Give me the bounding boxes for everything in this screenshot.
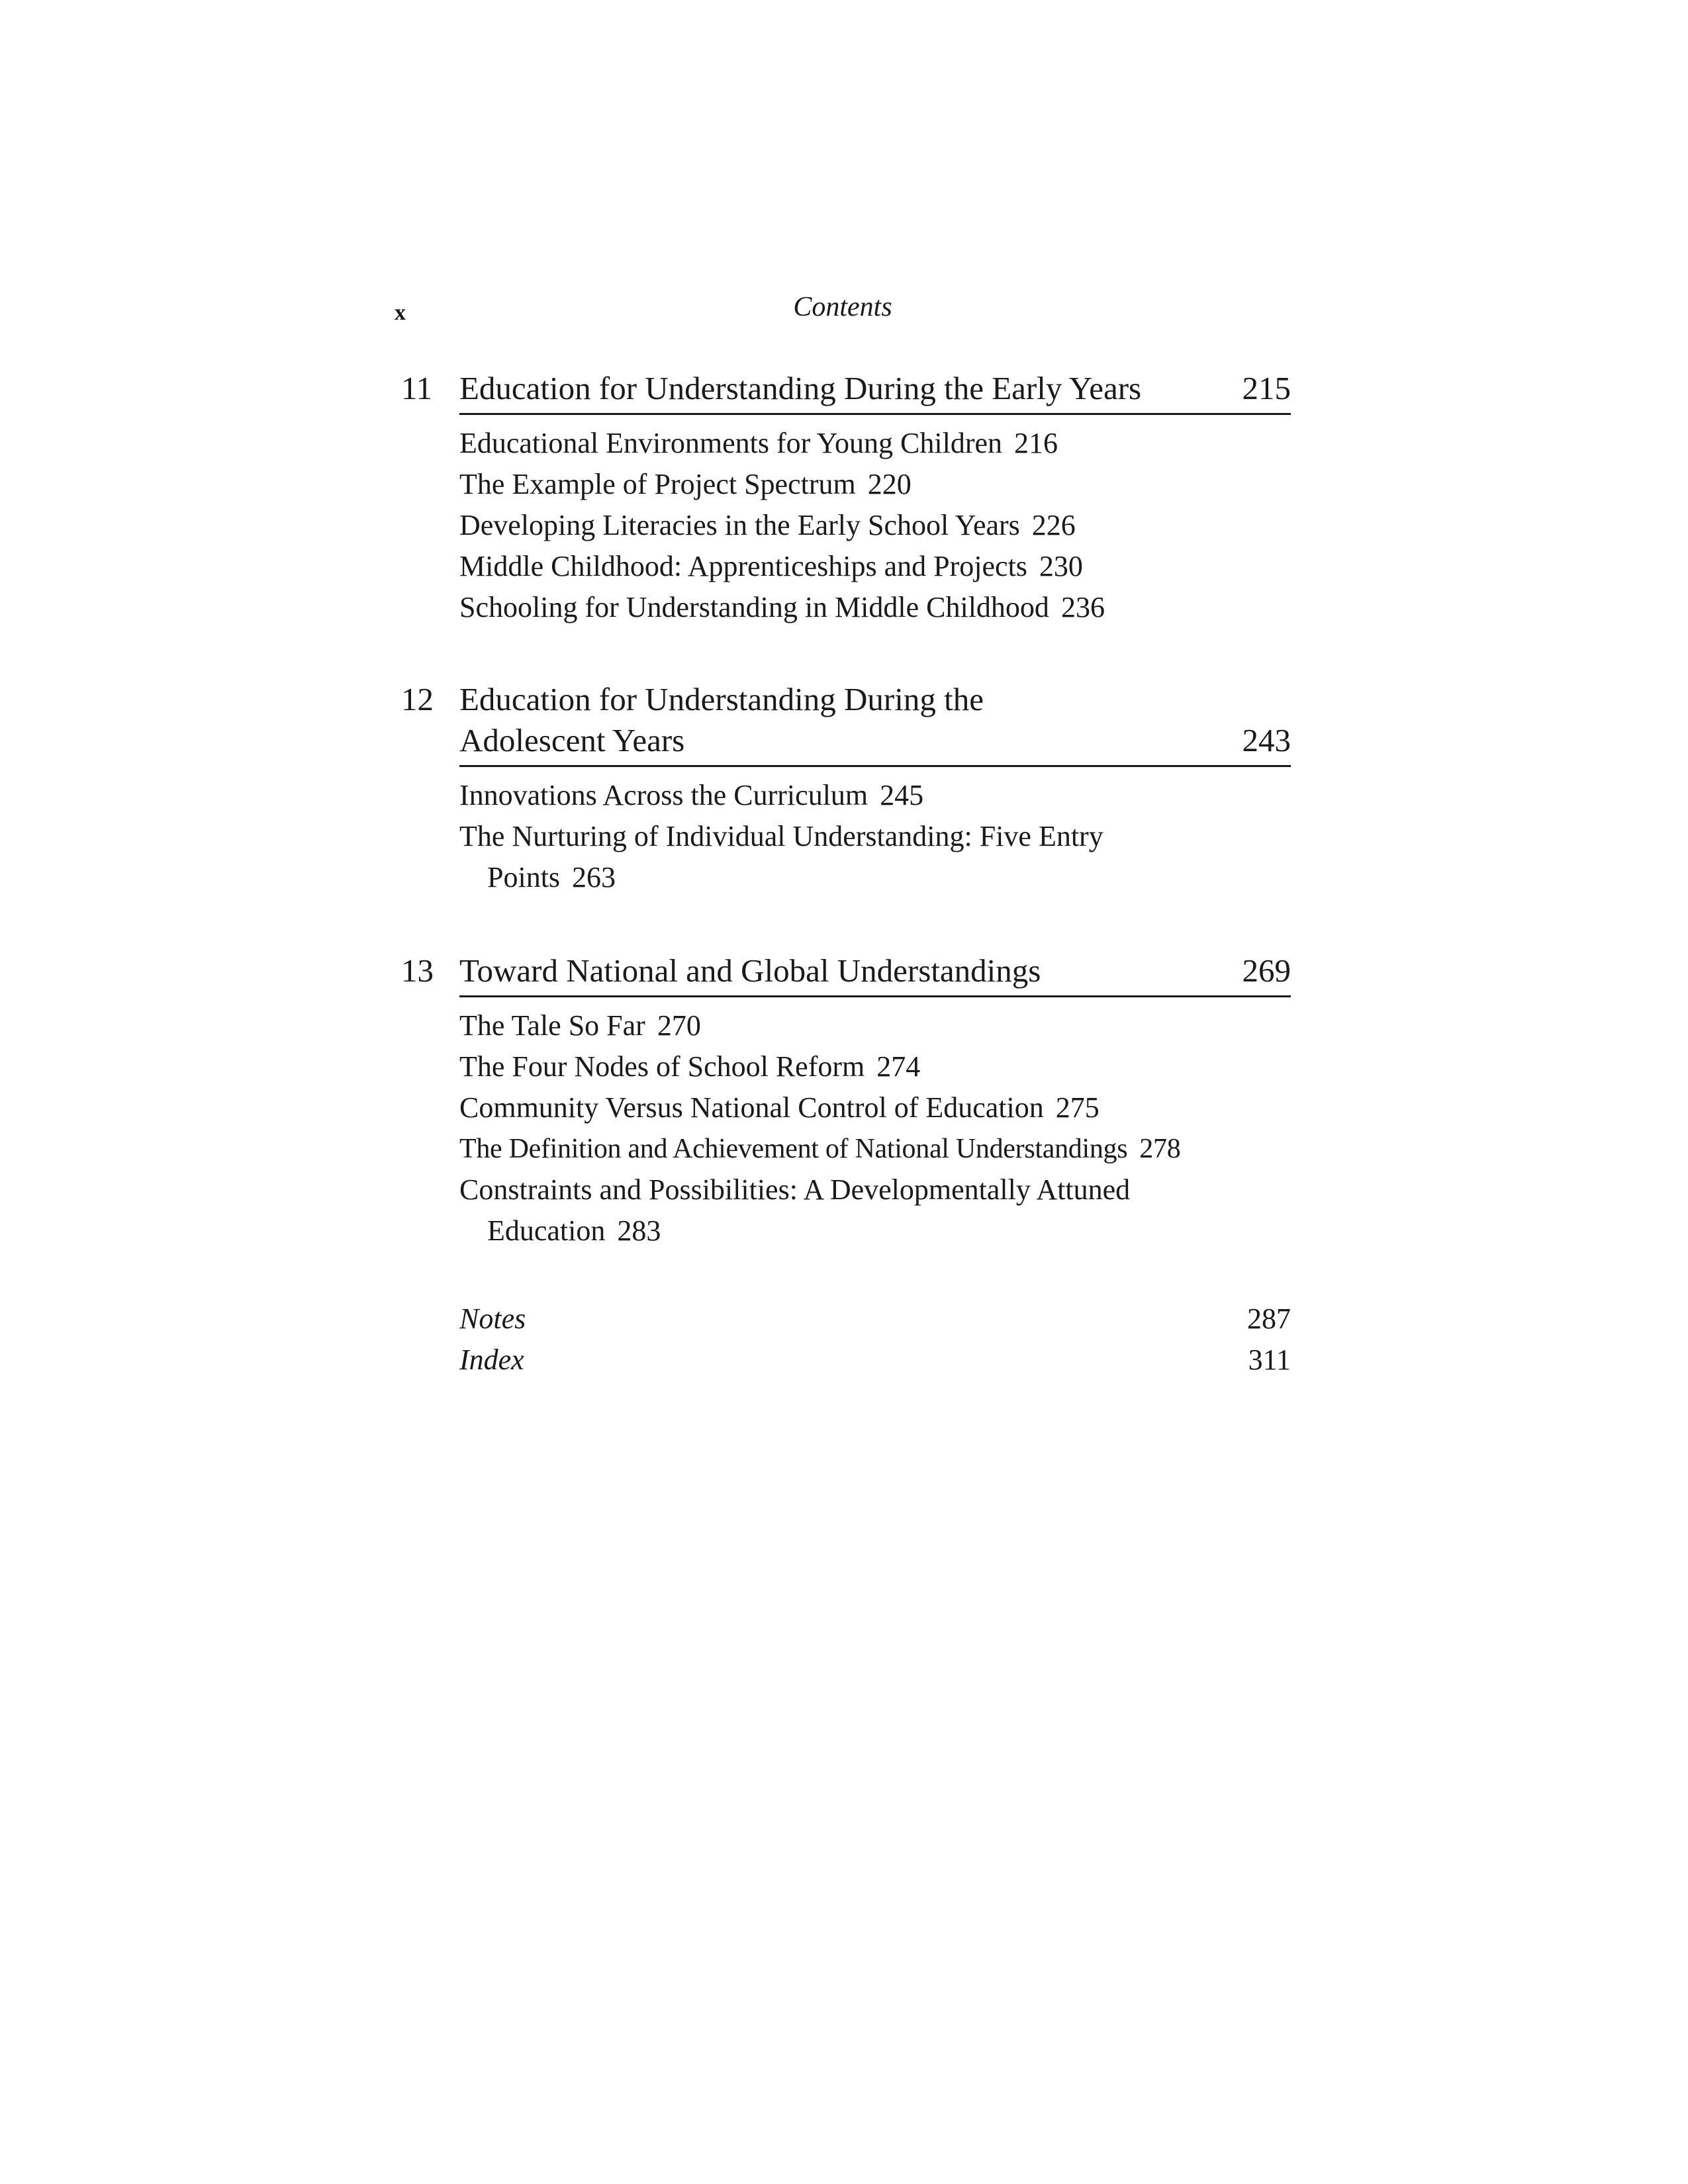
section-entry bbox=[459, 1005, 1291, 1046]
chapter-title-rule bbox=[459, 368, 1291, 415]
section-title: Educational Environments for Young Children bbox=[459, 427, 1003, 459]
page-folio: x bbox=[395, 300, 406, 325]
section-entry bbox=[459, 1087, 1291, 1128]
back-matter-label: Index bbox=[459, 1343, 524, 1376]
back-matter-page: 287 bbox=[1247, 1302, 1291, 1335]
chapter-page: 269 bbox=[1242, 952, 1291, 989]
section-entry bbox=[459, 1169, 1291, 1251]
section-page: 283 bbox=[617, 1214, 661, 1247]
section-page: 230 bbox=[1039, 550, 1083, 582]
section-list bbox=[459, 775, 1291, 898]
section-title: The Nurturing of Individual Understanding: Five Entry Points bbox=[459, 820, 1103, 893]
back-matter-page: 311 bbox=[1248, 1343, 1291, 1376]
back-matter-label: Notes bbox=[459, 1302, 526, 1335]
section-page: 270 bbox=[657, 1009, 701, 1042]
section-title: Innovations Across the Curriculum bbox=[459, 779, 868, 811]
section-title: The Definition and Achievement of National Understandings bbox=[459, 1134, 1128, 1164]
section-title: Constraints and Possibilities: A Developmentally Attuned Education bbox=[459, 1173, 1131, 1247]
chapter-11 bbox=[395, 368, 1291, 628]
section-entry bbox=[459, 587, 1291, 628]
section-entry bbox=[459, 816, 1291, 898]
chapter-13 bbox=[395, 950, 1291, 1251]
section-page: 274 bbox=[876, 1050, 921, 1083]
section-entry bbox=[459, 1128, 1291, 1169]
chapter-heading bbox=[395, 679, 1291, 767]
chapter-heading bbox=[395, 950, 1291, 997]
section-title: The Example of Project Spectrum bbox=[459, 468, 856, 500]
chapter-title: Education for Understanding During the Early Years bbox=[459, 370, 1142, 406]
section-page: 278 bbox=[1139, 1134, 1181, 1164]
section-entry bbox=[459, 423, 1291, 464]
section-page: 236 bbox=[1060, 591, 1105, 623]
section-title: The Tale So Far bbox=[459, 1009, 645, 1042]
back-matter-entry bbox=[459, 1340, 1291, 1381]
section-entry bbox=[459, 464, 1291, 505]
section-page: 263 bbox=[572, 861, 616, 893]
chapter-title-rule bbox=[459, 950, 1291, 997]
chapter-title-rule bbox=[459, 679, 1291, 767]
back-matter-entry bbox=[459, 1298, 1291, 1340]
section-title: Developing Literacies in the Early School Years bbox=[459, 509, 1020, 541]
chapter-number: 11 bbox=[401, 370, 433, 406]
section-list bbox=[459, 423, 1291, 628]
chapter-page: 243 bbox=[1242, 722, 1291, 758]
section-entry bbox=[459, 505, 1291, 546]
running-head bbox=[395, 291, 1291, 331]
section-title: Schooling for Understanding in Middle Childhood bbox=[459, 591, 1049, 623]
back-matter bbox=[459, 1298, 1291, 1381]
section-entry bbox=[459, 546, 1291, 587]
chapter-title: Toward National and Global Understandings bbox=[459, 952, 1041, 989]
chapter-12 bbox=[395, 679, 1291, 898]
section-entry bbox=[459, 775, 1291, 816]
section-title: The Four Nodes of School Reform bbox=[459, 1050, 865, 1083]
running-title: Contents bbox=[793, 292, 892, 322]
section-page: 220 bbox=[867, 468, 912, 500]
section-entry bbox=[459, 1046, 1291, 1087]
section-page: 275 bbox=[1055, 1091, 1100, 1124]
section-list bbox=[459, 1005, 1291, 1251]
section-page: 216 bbox=[1014, 427, 1058, 459]
chapter-heading bbox=[395, 368, 1291, 415]
section-title: Middle Childhood: Apprenticeships and Projects bbox=[459, 550, 1027, 582]
chapter-page: 215 bbox=[1242, 370, 1291, 406]
chapter-number: 13 bbox=[401, 952, 434, 989]
section-page: 226 bbox=[1031, 509, 1076, 541]
section-title: Community Versus National Control of Education bbox=[459, 1091, 1044, 1124]
chapter-title: Education for Understanding During the Adolescent Years bbox=[459, 681, 984, 758]
chapter-number: 12 bbox=[401, 681, 434, 717]
section-page: 245 bbox=[880, 779, 924, 811]
